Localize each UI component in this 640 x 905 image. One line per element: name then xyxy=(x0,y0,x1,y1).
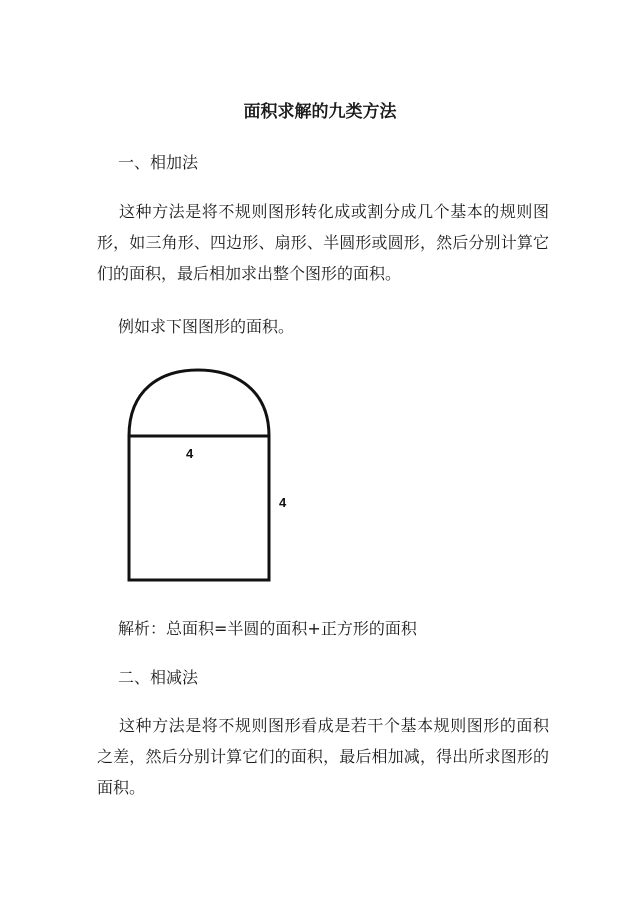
composite-shape-figure xyxy=(118,362,303,594)
section-heading-addition: 一、相加法 xyxy=(118,153,199,172)
analysis-text: 解析：总面积=半圆的面积+正方形的面积 xyxy=(118,619,417,638)
document-title: 面积求解的九类方法 xyxy=(243,102,397,122)
section-paragraph-addition: 这种方法是将不规则图形转化成或割分成几个基本的规则图形，如三角形、四边形、扇形、半圆形或圆形，然后分别计算它们的面积，最后相加求出整个图形的面积。 xyxy=(97,202,549,283)
semicircle-outline xyxy=(129,370,269,436)
square-outline xyxy=(129,436,269,580)
section-paragraph-subtraction: 这种方法是将不规则图形看成是若干个基本规则图形的面积之差，然后分别计算它们的面积，最后相加减，得出所求图形的面积。 xyxy=(97,716,549,797)
top-side-label: 4 xyxy=(186,446,194,461)
example-text: 例如求下图图形的面积。 xyxy=(118,317,295,336)
section-heading-subtraction: 二、相减法 xyxy=(118,668,199,687)
right-side-label: 4 xyxy=(279,495,287,510)
